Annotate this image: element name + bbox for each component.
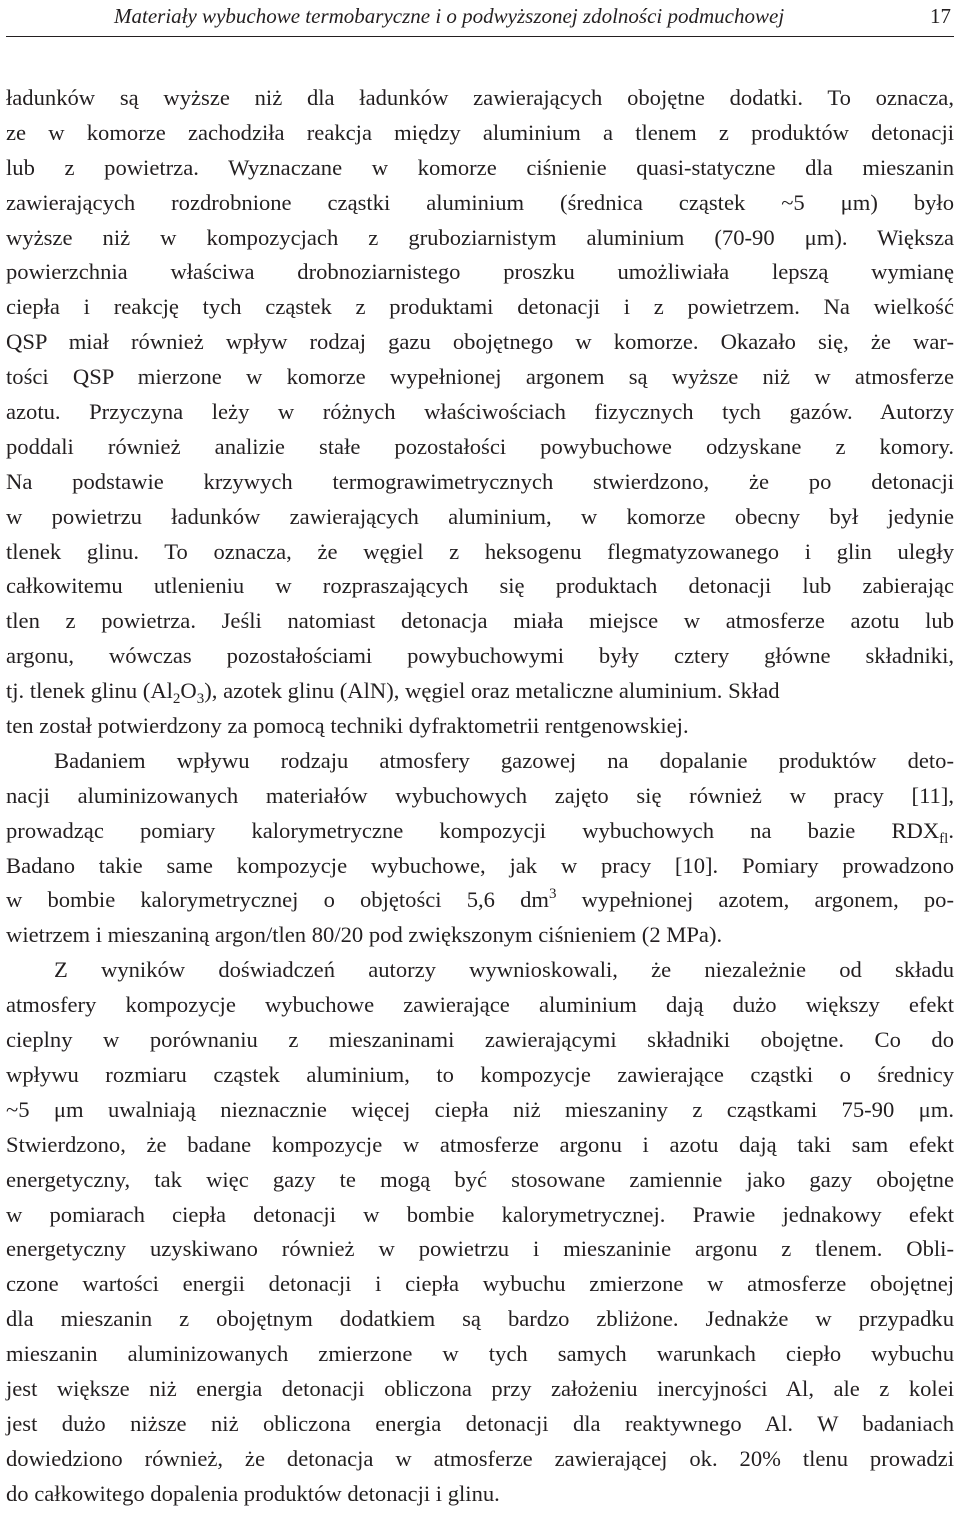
text-line: nacji aluminizowanych materiałów wybuchowych zajęto się również w pracy [11], [6, 782, 954, 808]
text-line: jest dużo niższe niż obliczona energia detonacji dla reaktywnego Al. W badaniach [6, 1410, 954, 1436]
text-line: Stwierdzono, że badane kompozycje w atmosferze argonu i azotu dają taki sam efekt [6, 1131, 954, 1157]
text-line: dowiedziono również, że detonacja w atmosferze zawierającej ok. 20% tlenu prowadzi [6, 1445, 954, 1471]
text-line: ciepła i reakcję tych cząstek z produktami detonacji i z powietrzem. Na wielkość [6, 294, 954, 320]
text-line: cieplny w porównaniu z mieszaninami zawierającymi składniki obojętne. Co do [6, 1027, 954, 1053]
text-line: Badaniem wpływu rodzaju atmosfery gazowej na dopalanie produktów deto- [54, 747, 954, 773]
text-fragment: tj. tlenek glinu (Al [6, 678, 173, 704]
text-fragment: O [180, 678, 197, 704]
paragraph-1 [6, 81, 954, 744]
text-line: wyższe niż w kompozycjach z gruboziarnistym aluminium (70-90 μm). Większa [6, 224, 954, 250]
subscript: fl [939, 830, 949, 847]
text-line: wietrzem i mieszaniną argon/tlen 80/20 pod zwiększonym ciśnieniem (2 MPa). [6, 922, 723, 948]
text-line: energetyczny, tak więc gazy te mogą być stosowane zamiennie jako gazy obojętne [6, 1166, 954, 1192]
text-line: argonu, wówczas pozostałościami powybuchowymi były cztery główne składniki, [6, 643, 954, 669]
text-line: energetyczny uzyskiwano również w powietrzu i mieszaninie argonu z tlenem. Obli- [6, 1236, 954, 1262]
text-line: ze w komorze zachodziła reakcja między aluminium a tlenem z produktów detonacji [6, 119, 954, 145]
text-line: dla mieszanin z obojętnym dodatkiem są bardzo zbliżone. Jednakże w przypadku [6, 1306, 954, 1332]
text-line: QSP miał również wpływ rodzaj gazu obojętnego w komorze. Okazało się, że war- [6, 329, 954, 355]
text-line: całkowitemu utlenieniu w rozpraszających się produktach detonacji lub zabierając [6, 573, 954, 599]
running-title: Materiały wybuchowe termobaryczne i o podwyższonej zdolności podmuchowej [114, 4, 785, 28]
page-number: 17 [930, 4, 951, 28]
text-line: jest większe niż energia detonacji obliczona przy założeniu inercyjności Al, ale z kolei [6, 1375, 954, 1401]
text-line: tości QSP mierzone w komorze wypełnionej argonem są wyższe niż w atmosferze [6, 364, 954, 390]
text-line: w pomiarach ciepła detonacji w bombie kalorymetrycznej. Prawie jednakowy efekt [6, 1201, 954, 1227]
text-line: do całkowitego dopalenia produktów detonacji i glinu. [6, 1480, 500, 1506]
text-line: lub z powietrza. Wyznaczane w komorze ciśnienie quasi-statyczne dla mieszanin [6, 154, 954, 180]
text-fragment: w bombie kalorymetrycznej o objętości 5,6 dm [6, 887, 549, 913]
text-line-oxide [6, 674, 954, 709]
text-line: azotu. Przyczyna leży w różnych właściwościach fizycznych tych gazów. Autorzy [6, 399, 954, 425]
subscript: 2 [172, 691, 181, 708]
text-line: ten został potwierdzony za pomocą techniki dyfraktometrii rentgenowskiej. [6, 713, 689, 739]
text-line: powierzchnia właściwa drobnoziarnistego proszku umożliwiała lepszą wymianę [6, 259, 954, 285]
subscript: 3 [196, 691, 205, 708]
text-line: zawierających rozdrobnione cząstki aluminium (średnica cząstek ~5 μm) było [6, 189, 954, 215]
text-line: Z wyników doświadczeń autorzy wywnioskowali, że niezależnie od składu [54, 957, 954, 983]
text-fragment: wypełnionej azotem, argonem, po- [556, 887, 954, 913]
text-line-rdx [6, 814, 954, 849]
text-fragment: . [948, 817, 954, 843]
paragraph-3 [6, 953, 954, 1511]
text-line: Badano takie same kompozycje wybuchowe, jak w pracy [10]. Pomiary prowadzono [6, 852, 954, 878]
text-line: mieszanin aluminizowanych zmierzone w tych samych warunkach ciepło wybuchu [6, 1341, 954, 1367]
text-line: wpływu rozmiaru cząstek aluminium, to kompozycje zawierające cząstki o średnicy [6, 1061, 954, 1087]
body-text [6, 81, 954, 1512]
text-fragment: prowadząc pomiary kalorymetryczne kompozycji wybuchowych na bazie RDX [6, 817, 940, 843]
text-line: Na podstawie krzywych termograwimetrycznych stwierdzono, że po detonacji [6, 468, 954, 494]
text-fragment: ), azotek glinu (AlN), węgiel oraz metaliczne aluminium. Skład [204, 678, 780, 704]
text-line: tlen z powietrza. Jeśli natomiast detonacja miała miejsce w atmosferze azotu lub [6, 608, 954, 634]
text-line: w powietrzu ładunków zawierających aluminium, w komorze obecny był jedynie [6, 503, 954, 529]
text-line: atmosfery kompozycje wybuchowe zawierające aluminium dają dużo większy efekt [6, 992, 954, 1018]
text-line: poddali również analizie stałe pozostałości powybuchowe odzyskane z komory. [6, 433, 954, 459]
text-line: ładunków są wyższe niż dla ładunków zawierających obojętne dodatki. To oznacza, [6, 85, 954, 110]
text-line: ~5 μm uwalniają nieznacznie więcej ciepła niż mieszaniny z cząstkami 75-90 μm. [6, 1096, 954, 1122]
text-line: tlenek glinu. To oznacza, że węgiel z heksogenu flegmatyzowanego i glin uległy [6, 538, 954, 564]
paragraph-2 [6, 744, 954, 953]
superscript: 3 [548, 886, 557, 903]
text-line: czone wartości energii detonacji i ciepła wybuchu zmierzone w atmosferze obojętnej [6, 1271, 954, 1297]
running-header [6, 0, 954, 37]
text-line-volume [6, 883, 954, 918]
